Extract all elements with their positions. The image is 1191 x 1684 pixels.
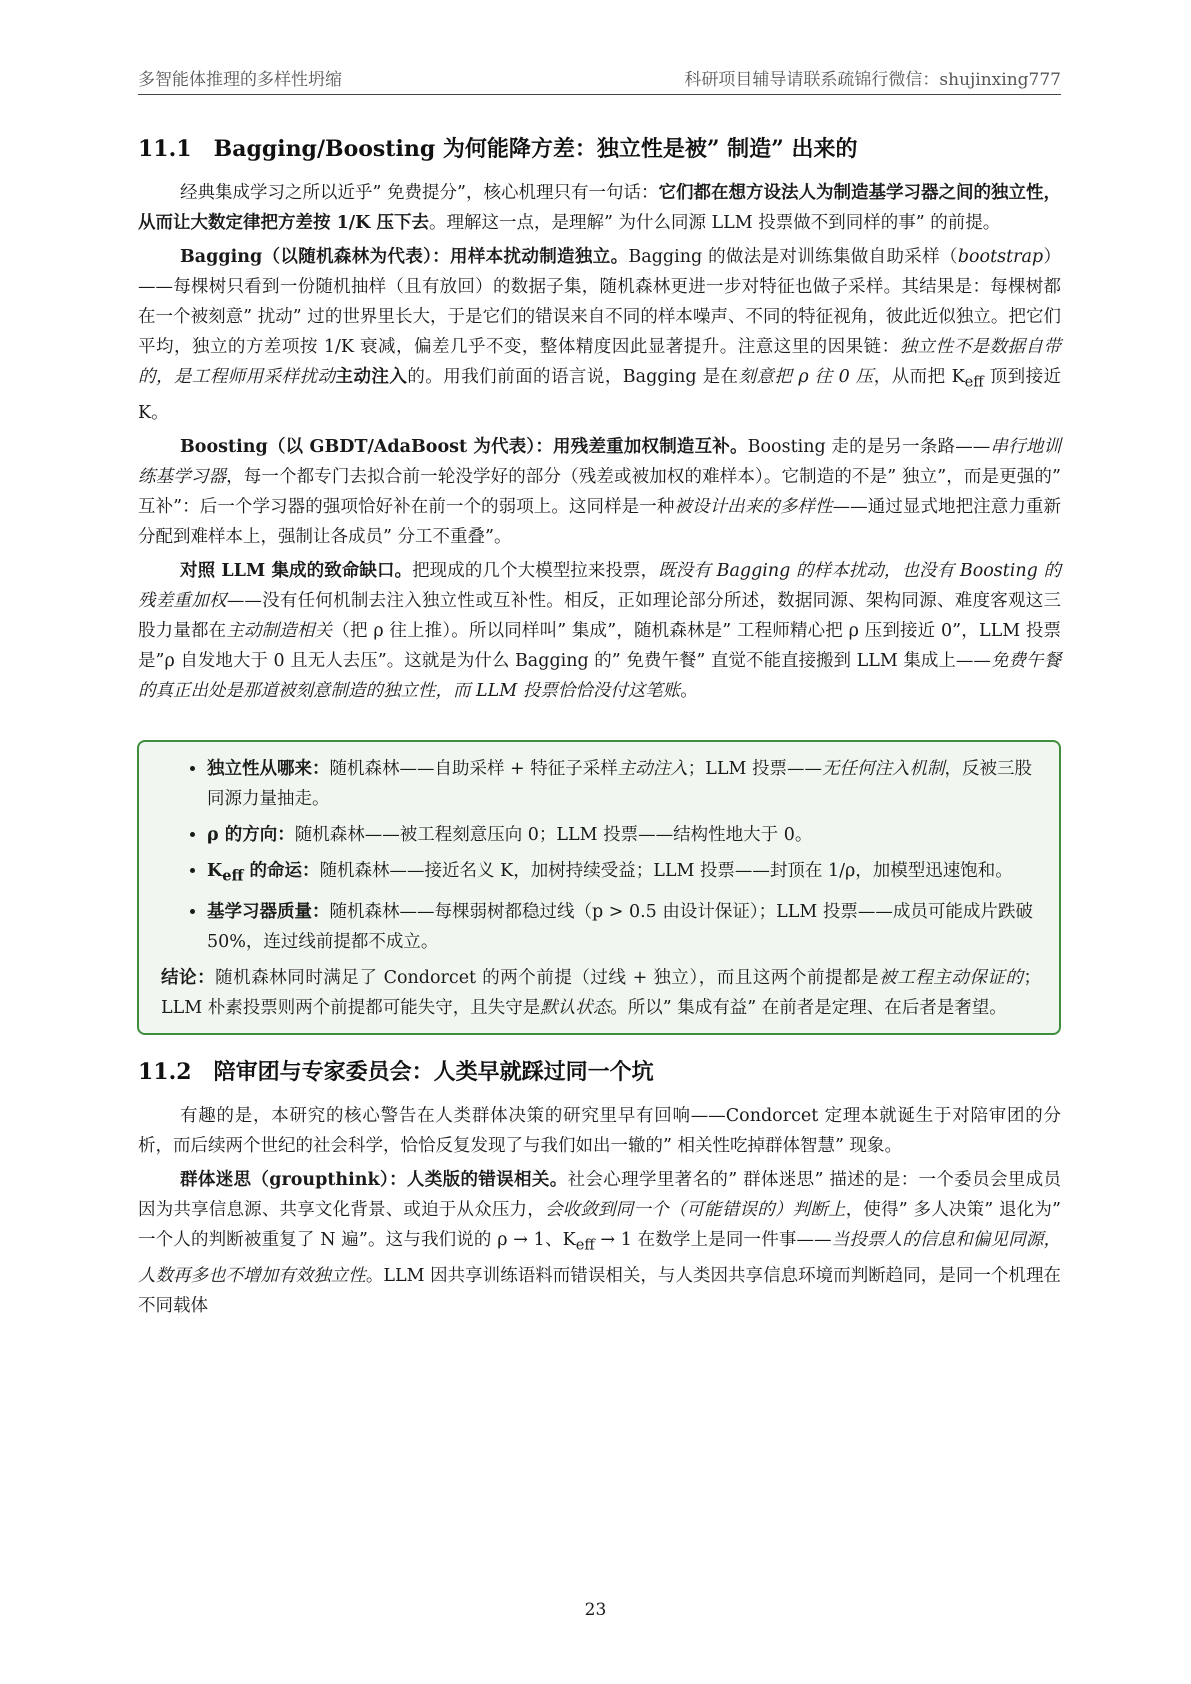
text: ；LLM 投票—— <box>687 758 823 779</box>
text: 随机森林——自助采样 + 特征子采样 <box>329 758 618 779</box>
section-number: 11.2 <box>138 1059 192 1085</box>
header-right-contact: 科研项目辅导请联系疏锦行微信：shujinxing777 <box>684 70 1061 90</box>
text: ，从而把 K <box>873 367 965 387</box>
subscript: eff <box>964 373 984 391</box>
text: ，使得” 多人决策” 退化为” 一个人的判断被重复了 N 遍”。这与我们说的 ρ → 1、K <box>138 1200 1061 1250</box>
text: 。 <box>680 680 698 701</box>
text: 社会心理学里著名的” 群体迷思” 描述的是：一个委员会里成员因为共享信息源、共享文化背景、或迫于从众压力， <box>138 1170 1062 1220</box>
text: 。用我们前面的语言说，Bagging 是在 <box>425 367 739 387</box>
text: ；LLM 朴素投票则两个前提都可能失守，且失守是 <box>161 968 1041 1018</box>
italic-text: 串行地训练基学习器 <box>138 436 1062 487</box>
text: ，反被三股同源力量抽走。 <box>207 758 1033 809</box>
section-heading-11-2 <box>138 1057 1061 1087</box>
text: 把现成的几个大模型拉来投票， <box>412 560 659 581</box>
comparison-list <box>161 754 1041 958</box>
paragraph-jury-intro: 有趣的是，本研究的核心警告在人类群体决策的研究里早有回响——Condorcet 定理本就诞生于对陪审团的分析，而后续两个世纪的社会科学，恰恰反复发现了与我们如出一辙的” 相关性吃掉群体智慧” 现象。 <box>138 1106 1061 1156</box>
section-number: 11.1 <box>138 136 192 162</box>
bold-text: 主动注入 <box>335 367 408 387</box>
header-left-title: 多智能体推理的多样性坍缩 <box>138 70 342 90</box>
subscript: eff <box>575 1236 595 1254</box>
text: ——没有任何机制去注入独立性或互补性。相反，正如理论部分所述，数据同源、架构同源、难度客观这三股力量都在 <box>138 590 1062 641</box>
text: 随机森林同时满足了 Condorcet 的两个前提（过线 + 独立），而且这两个前提都是 <box>215 968 880 988</box>
paragraph-llm-gap <box>138 556 1061 706</box>
bold-text: 它们都在想方设法人为制造基学习器之间的独立性，从而让大数定律把方差按 1/K 压下去 <box>138 183 1061 233</box>
main-content <box>138 134 1061 1325</box>
list-item-keff-fate <box>207 856 1041 892</box>
paragraph-lead: 群体迷思（groupthink）：人类版的错误相关。 <box>180 1170 568 1190</box>
box-conclusion <box>161 963 1041 1023</box>
italic-text: 独立性不是数据自带的，是工程师用采样扰动 <box>138 337 1061 387</box>
paragraph-intro <box>138 178 1061 238</box>
italic-text: 既没有 Bagging 的样本扰动，也没有 Boosting 的残差重加权 <box>138 560 1061 611</box>
section-title: 陪审团与专家委员会：人类早就踩过同一个坑 <box>213 1059 654 1085</box>
paragraph-bagging <box>138 242 1061 428</box>
paragraph-lead: Bagging（以随机森林为代表）：用样本扰动制造独立。 <box>180 247 629 267</box>
text: 。LLM 因共享训练语料而错误相关，与人类因共享信息环境而判断趋同，是同一个机理在不同载体 <box>138 1265 1061 1316</box>
item-label: ρ 的方向： <box>207 824 295 845</box>
paragraph-groupthink <box>138 1165 1061 1321</box>
italic-text: 会收敛到同一个（可能错误的）判断上 <box>544 1200 846 1220</box>
italic-text: 刻意把 ρ 往 0 压 <box>738 367 874 387</box>
text: 随机森林——每棵弱树都稳过线（p > 0.5 由设计保证）；LLM 投票——成员可能成片跌破 50%，连过线前提都不成立。 <box>207 902 1033 952</box>
item-label: 的命运： <box>243 860 320 881</box>
paragraph-lead: Boosting（以 GBDT/AdaBoost 为代表）：用残差重加权制造互补。 <box>180 436 748 457</box>
list-item-rho-direction <box>207 820 1041 850</box>
text: ，每一个都专门去拟合前一轮没学好的部分（残差或被加权的难样本）。它制造的不是” 独立”，而是更强的” 互补”：后一个学习器的强项恰好补在前一个的弱项上。这同样是一种 <box>138 466 1062 517</box>
running-header <box>138 60 1061 95</box>
italic-text: 免费午餐的真正出处是那道被刻意制造的独立性，而 LLM 投票恰恰没付这笔账 <box>138 650 1062 701</box>
italic-text: 被设计出来的多样性 <box>674 496 833 517</box>
item-label: K <box>207 860 223 881</box>
section-title: Bagging/Boosting 为何能降方差：独立性是被” 制造” 出来的 <box>213 136 858 162</box>
italic-text: 被工程主动保证的 <box>879 968 1024 988</box>
list-item-base-learner-quality <box>207 897 1041 957</box>
conclusion-label: 结论： <box>161 968 216 988</box>
italic-text: 主动制造相关 <box>226 620 333 641</box>
text: ——通过显式地把注意力重新分配到难样本上，强制让各成员” 分工不重叠”。 <box>138 496 1061 547</box>
text: 的 <box>407 367 426 387</box>
text: 随机森林——被工程刻意压向 0；LLM 投票——结构性地大于 0。 <box>294 824 813 845</box>
page-number: 23 <box>584 1600 607 1620</box>
italic-text: 当投票人的信息和偏见同源，人数再多也不增加有效独立性 <box>138 1230 1061 1286</box>
paragraph-boosting <box>138 432 1061 552</box>
item-label: 基学习器质量： <box>207 902 330 922</box>
text: 经典集成学习之所以近乎” 免费提分”，核心机理只有一句话： <box>180 183 659 203</box>
italic-text: 主动注入 <box>617 758 688 779</box>
text: （把 ρ 往上推）。所以同样叫” 集成”，随机森林是” 工程师精心把 ρ 压到接近 0”，LLM 投票是”ρ 自发地大于 0 且无人去压”。这就是为什么 Bagging 的” 免费午餐” 直觉不能直接搬到 LLM 集成上—— <box>138 620 1062 671</box>
subscript: eff <box>222 867 244 884</box>
paragraph-lead: 对照 LLM 集成的致命缺口。 <box>180 560 413 581</box>
item-label: 独立性从哪来： <box>207 758 330 779</box>
text: → 1 在数学上是同一件事—— <box>594 1230 832 1250</box>
text: Bagging 的做法是对训练集做自助采样（ <box>628 247 958 267</box>
italic-text: 默认状态 <box>540 998 611 1018</box>
text: ）——每棵树只看到一份随机抽样（且有放回）的数据子集，随机森林更进一步对特征也做子采样。其结果是：每棵树都在一个被刻意” 扰动” 过的世界里长大，于是它们的错误来自不同的样本噪声、不同的特征视角，彼此近似独立。把它们平均，独立的方差项按 1/K 衰减，偏差几乎不变，整体精度因此显著提升。注意这里的因果链： <box>138 247 1061 357</box>
italic-text: 无任何注入机制 <box>822 758 945 779</box>
text: Boosting 走的是另一条路—— <box>747 436 991 457</box>
comparison-callout-box <box>137 740 1061 1036</box>
italic-text: bootstrap <box>957 247 1044 267</box>
text: 随机森林——接近名义 K，加树持续受益；LLM 投票——封顶在 1/ρ，加模型迅速饱和。 <box>319 860 1013 881</box>
list-item-independence <box>207 754 1041 814</box>
text: 顶到接近 K。 <box>138 367 1062 423</box>
text: 。所以” 集成有益” 在前者是定理、在后者是奢望。 <box>610 998 1007 1018</box>
section-heading-11-1 <box>138 134 1061 164</box>
text: 。理解这一点，是理解” 为什么同源 LLM 投票做不到同样的事” 的前提。 <box>428 213 1001 233</box>
